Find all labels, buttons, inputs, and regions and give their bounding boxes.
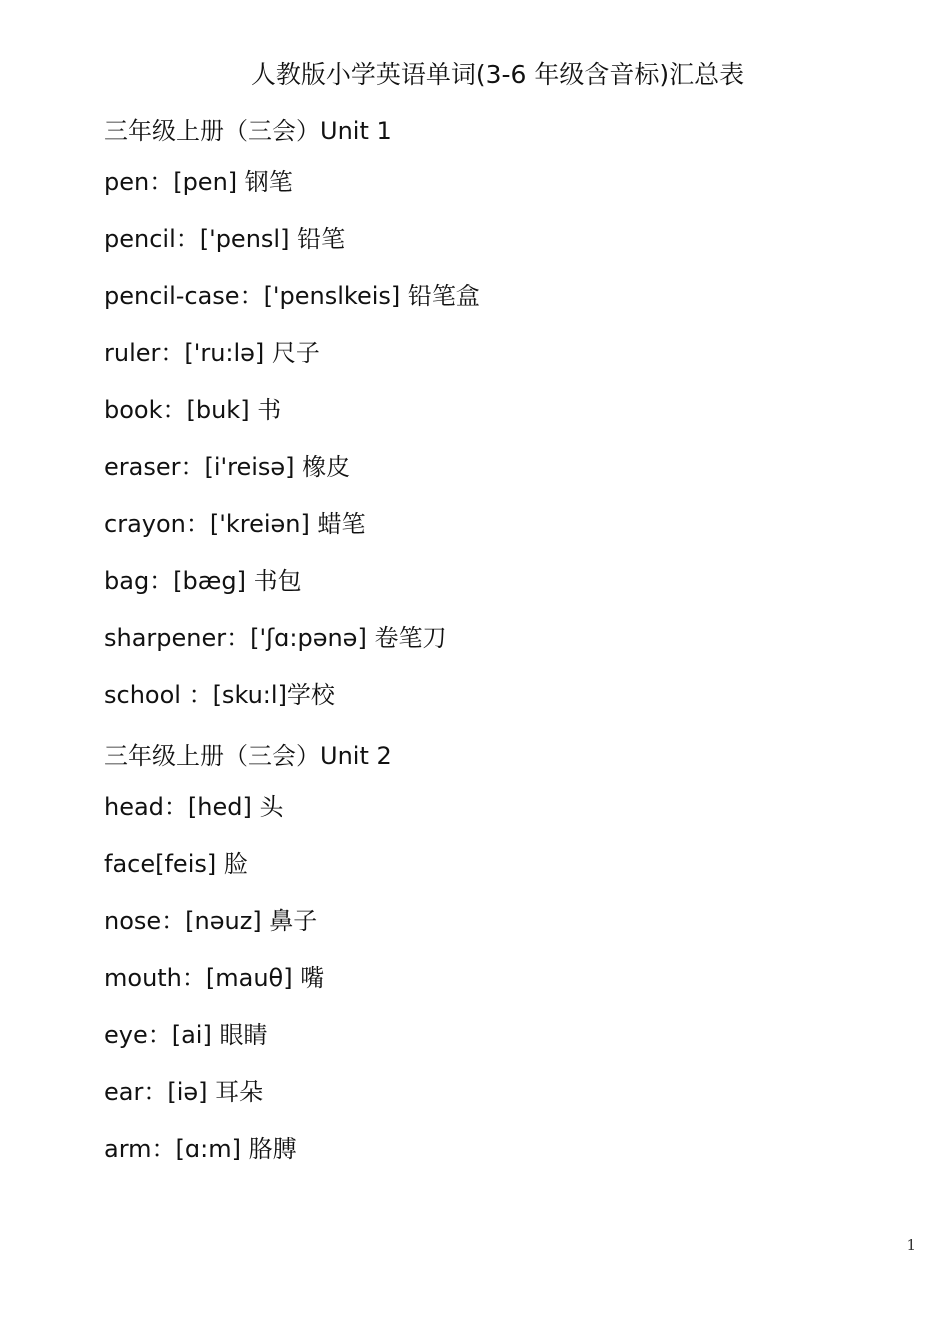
vocab-entry: crayon：['kreiən] 蜡笔 [104, 510, 366, 538]
vocab-entry: head：[hed] 头 [104, 793, 284, 821]
vocab-entry: mouth：[mauθ] 嘴 [104, 964, 325, 992]
page-number: 1 [906, 1236, 916, 1254]
vocab-section-unit-2 [104, 739, 864, 1189]
vocab-entry: pen：[pen] 钢笔 [104, 168, 293, 196]
vocab-entry: arm：[ɑ:m] 胳膊 [104, 1135, 297, 1163]
vocab-entry: book：[buk] 书 [104, 396, 282, 424]
vocab-entry: school ：[sku:l]学校 [104, 681, 335, 709]
vocab-entry: eraser：[i'reisə] 橡皮 [104, 453, 351, 481]
vocab-entry: ruler：['ru:lə] 尺子 [104, 339, 320, 367]
vocab-entry: ear：[iə] 耳朵 [104, 1078, 264, 1106]
section-heading: 三年级上册（三会）Unit 2 [104, 742, 392, 770]
vocab-section-unit-1 [104, 114, 864, 735]
vocab-entry: sharpener：['ʃɑ:pənə] 卷笔刀 [104, 624, 447, 652]
vocab-entry: pencil-case：['penslkeis] 铅笔盒 [104, 282, 480, 310]
vocab-entry: pencil：['pensl] 铅笔 [104, 225, 346, 253]
section-heading: 三年级上册（三会）Unit 1 [104, 117, 392, 145]
vocab-entry: nose：[nəuz] 鼻子 [104, 907, 318, 935]
vocab-entry: eye：[ai] 眼睛 [104, 1021, 268, 1049]
page-title: 人教版小学英语单词(3-6 年级含音标)汇总表 [250, 60, 745, 89]
vocab-entry: bag：[bæg] 书包 [104, 567, 302, 595]
vocab-entry: face[feis] 脸 [104, 850, 248, 878]
